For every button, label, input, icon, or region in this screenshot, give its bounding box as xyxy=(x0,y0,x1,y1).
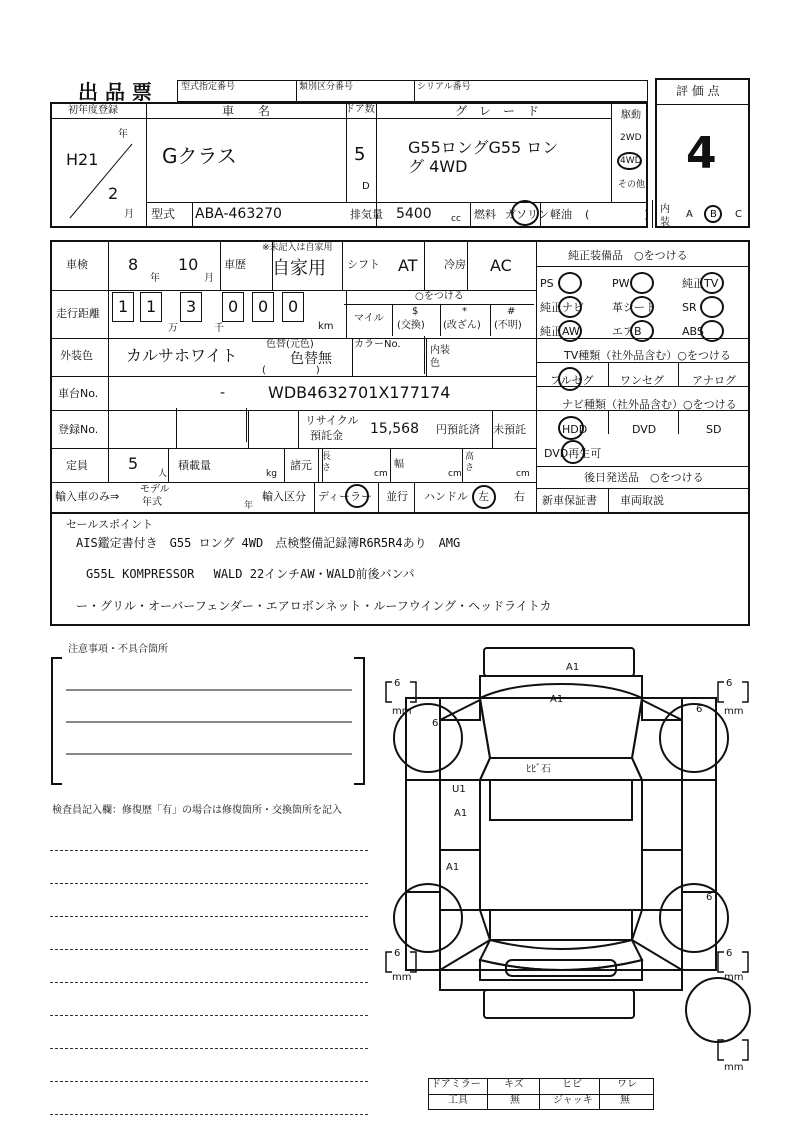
shaken-month: 10 xyxy=(178,255,199,274)
length-cm: cm xyxy=(374,469,388,479)
chassis-label: 車台No. xyxy=(58,387,99,400)
odometer-digit: 0 xyxy=(228,297,239,316)
navi-hdd: HDD xyxy=(562,423,588,436)
handle-left-circle xyxy=(472,485,496,509)
history-note: ※未記入は自家用 xyxy=(262,243,333,253)
id-number-row xyxy=(177,80,648,102)
spare-mm: mm xyxy=(724,1062,744,1073)
interior-color-label: 内装色 xyxy=(430,345,450,369)
inspector-line xyxy=(50,1114,368,1115)
capacity-value: 5 xyxy=(128,454,139,473)
mileage-man: 万 xyxy=(168,323,178,334)
fuel-diesel: 軽油 xyxy=(550,208,572,221)
ac-label: 冷房 xyxy=(444,258,466,271)
mileage-opt3-sym: # xyxy=(507,306,516,317)
equipment-item-circle xyxy=(700,320,724,342)
mileage-km: km xyxy=(318,321,334,332)
legend-break: ワレ xyxy=(617,1079,637,1090)
recycle-label1: リサイクル xyxy=(305,414,359,427)
odometer-digit-box xyxy=(112,292,134,322)
legend-tools-value: 無 xyxy=(510,1095,520,1106)
shaken-year-unit: 年 xyxy=(150,273,160,284)
score-value: 4 xyxy=(686,128,717,179)
mileage-opt3: (不明) xyxy=(494,320,522,331)
month-unit: 月 xyxy=(124,209,134,220)
ac-value: AC xyxy=(490,256,512,275)
drive-other: その他 xyxy=(618,180,646,190)
mileage-opt2-sym: * xyxy=(462,306,467,317)
car-diagram xyxy=(380,640,760,1075)
mileage-sen: 千 xyxy=(214,323,224,334)
inspector-line xyxy=(50,883,368,884)
interior-b-circle xyxy=(704,205,722,223)
shaken-year: 8 xyxy=(128,255,139,274)
grade-line1: G55ロングG55 ロン xyxy=(408,138,559,157)
equipment-header: 純正装備品 ○をつける xyxy=(568,249,688,262)
original-color: 色替無 xyxy=(290,351,332,367)
mileage-opt2: (改ざん) xyxy=(443,320,481,331)
height-cm: cm xyxy=(516,469,530,479)
legend-jack-value: 無 xyxy=(620,1095,630,1106)
chassis-number: WDB4632701X177174 xyxy=(268,383,451,402)
car-name-label: 車 名 xyxy=(222,104,271,118)
odometer-digit: 3 xyxy=(186,297,197,316)
height-label: 高さ xyxy=(465,452,475,473)
drive-label: 駆動 xyxy=(621,110,641,121)
sales-line-1: AIS鑑定書付き G55 ロング 4WD 点検整備記録簿R6R5R4あり AMG xyxy=(76,536,461,550)
equipment-item: 純正ナビ xyxy=(540,301,584,314)
navi-dvd: DVD xyxy=(632,423,657,436)
tire-rr-depth: 6 xyxy=(726,948,733,959)
tire-rr-mm: mm xyxy=(724,972,744,983)
original-color-paren: ( ) xyxy=(262,365,320,376)
odometer-digit: 0 xyxy=(258,297,269,316)
doors-label: ドア数 xyxy=(345,104,375,115)
mileage-mile: マイル xyxy=(354,313,384,324)
equipment-item: 純正AW xyxy=(540,325,580,338)
load-label: 積載量 xyxy=(178,459,211,472)
dvd-playback-circle xyxy=(561,440,585,464)
type-designation-label: 型式指定番号 xyxy=(181,82,236,92)
import-dealer-circle xyxy=(345,484,369,508)
equipment-item-circle xyxy=(630,296,654,318)
drive-4wd: 4WD xyxy=(620,156,642,166)
tv-fullseg: フルセグ xyxy=(550,374,594,387)
import-dealer: ディーラー xyxy=(318,490,373,503)
mileage-mark-header: ○をつける xyxy=(415,291,464,302)
inspector-line xyxy=(50,916,368,917)
tire-rl-depth: 6 xyxy=(394,948,401,959)
first-reg-era: H21 xyxy=(66,150,99,169)
model-year-label2: 年式 xyxy=(142,497,162,508)
first-reg-month: 2 xyxy=(108,184,119,203)
tire-fl-depth: 6 xyxy=(394,678,401,689)
navi-hdd-circle xyxy=(558,416,584,440)
tv-analog: アナログ xyxy=(692,374,736,387)
mark-rear-door: A1 xyxy=(446,862,460,873)
inspector-line xyxy=(50,1048,368,1049)
mark-door-lower: A1 xyxy=(454,808,468,819)
sales-line-2: G55L KOMPRESSOR WALD 22インチAW・WALD前後バンパ xyxy=(86,567,415,581)
tire-fr-mm: mm xyxy=(724,706,744,717)
legend-tools: 工具 xyxy=(448,1095,468,1106)
width-label: 幅 xyxy=(394,459,404,470)
displacement-value: 5400 xyxy=(396,206,432,222)
exterior-color: カルサホワイト xyxy=(126,346,238,365)
doors-value: 5 xyxy=(354,144,366,165)
mark-front-bumper: A1 xyxy=(566,662,580,673)
handle-left: 左 xyxy=(478,490,489,503)
odometer-digit: 1 xyxy=(146,297,157,316)
inspector-line xyxy=(50,850,368,851)
equipment-item-circle xyxy=(558,320,582,342)
navi-sd: SD xyxy=(706,423,722,436)
fuel-label: 燃料 xyxy=(474,208,496,221)
sales-points-label: セールスポイント xyxy=(66,518,154,531)
score-label: 評 価 点 xyxy=(676,84,720,98)
exterior-color-label: 外装色 xyxy=(60,349,93,362)
inspector-line xyxy=(50,949,368,950)
legend-jack: ジャッキ xyxy=(553,1095,593,1106)
registration-label: 登録No. xyxy=(58,423,99,436)
docs-header: 後日発送品 ○をつける xyxy=(584,471,704,484)
shift-value: AT xyxy=(398,256,418,275)
interior-a: A xyxy=(686,209,693,220)
doc-warranty: 新車保証書 xyxy=(542,494,597,507)
drive-4wd-circle xyxy=(617,152,642,170)
mark-front-door: U1 xyxy=(452,784,466,795)
mileage-opt1: (交換) xyxy=(397,320,425,331)
year-unit: 年 xyxy=(118,129,128,140)
wheel-rr-value: 6 xyxy=(706,892,713,903)
capacity-label: 定員 xyxy=(66,459,88,472)
load-kg: kg xyxy=(266,469,277,479)
equipment-item: PS xyxy=(540,277,554,290)
width-cm: cm xyxy=(448,469,462,479)
import-class-label: 輸入区分 xyxy=(262,490,306,503)
equipment-item: SR xyxy=(682,301,697,314)
interior-label: 内装 xyxy=(660,204,670,228)
equipment-item: エアB xyxy=(612,325,642,338)
recycle-deposited: 円預託済 xyxy=(436,423,480,436)
model-year-unit: 年 xyxy=(244,501,254,511)
recycle-label2: 預託金 xyxy=(310,429,343,442)
equipment-item-circle xyxy=(630,320,654,342)
notes-label: 注意事項・不具合箇所 xyxy=(68,644,168,655)
length-label: 長さ xyxy=(322,452,332,473)
odometer-digit-box xyxy=(140,292,162,322)
odometer-digit-box xyxy=(252,292,274,322)
notes-bracket xyxy=(48,652,368,790)
shift-label: シフト xyxy=(347,258,380,271)
handle-label: ハンドル xyxy=(424,490,468,503)
car-name: Gクラス xyxy=(162,144,237,168)
displacement-label: 排気量 xyxy=(350,208,383,221)
tire-fr-depth: 6 xyxy=(726,678,733,689)
inspector-line xyxy=(50,982,368,983)
fuel-gasoline-circle xyxy=(511,200,539,226)
equipment-item-circle xyxy=(700,296,724,318)
serial-number-label: シリアル番号 xyxy=(417,82,471,92)
equipment-item-circle xyxy=(700,272,724,294)
interior-b: B xyxy=(710,209,717,220)
odometer-digit: 0 xyxy=(288,297,299,316)
fuel-other: ( ) xyxy=(585,208,649,221)
tire-rl-mm: mm xyxy=(392,972,412,983)
odometer-digit-box xyxy=(180,292,202,322)
mileage-label: 走行距離 xyxy=(56,307,100,320)
wheel-fr-value: 6 xyxy=(696,704,703,715)
grade-line2: グ 4WD xyxy=(408,157,468,176)
equipment-item: PW xyxy=(612,277,630,290)
tv-header: TV種類（社外品含む）○をつける xyxy=(564,349,731,362)
odometer-digit: 1 xyxy=(118,297,129,316)
equipment-item: 革シート xyxy=(612,301,656,314)
model-value: ABA-463270 xyxy=(195,206,282,222)
import-parallel: 並行 xyxy=(386,490,408,503)
equipment-item: ABS xyxy=(682,325,704,338)
navi-header: ナビ種類（社外品含む）○をつける xyxy=(562,398,737,411)
capacity-unit: 人 xyxy=(158,469,168,479)
inspector-line xyxy=(50,1081,368,1082)
history-value: 自家用 xyxy=(272,258,326,279)
dims-label: 諸元 xyxy=(290,459,312,472)
grade-label: グ レ ー ド xyxy=(455,104,540,118)
doc-manual: 車両取説 xyxy=(620,494,664,507)
odometer-digit-box xyxy=(282,292,304,322)
original-color-label: 色替(元色) xyxy=(266,339,314,350)
wheel-fl-value: 6 xyxy=(432,718,439,729)
tv-fullseg-circle xyxy=(558,367,582,391)
equipment-item-circle xyxy=(630,272,654,294)
recycle-not-deposited: 未預託 xyxy=(493,423,526,436)
history-label: 車歴 xyxy=(224,258,246,271)
legend-mirror: ドアミラー xyxy=(431,1079,481,1090)
recycle-amount: 15,568 xyxy=(370,421,419,437)
dvd-playback: DVD再生可 xyxy=(544,447,602,460)
model-label: 型式 xyxy=(151,207,176,221)
sheet-title: 出 品 票 xyxy=(78,80,152,104)
fuel-gasoline: ガソリン xyxy=(505,208,549,221)
model-year-label1: モデル xyxy=(140,484,170,495)
tire-fl-mm: mm xyxy=(392,706,412,717)
inspector-line xyxy=(50,1015,368,1016)
legend-scratch: キズ xyxy=(504,1079,524,1090)
equipment-item-circle xyxy=(558,272,582,294)
mark-windshield: ﾋﾋﾞ石 xyxy=(526,764,551,775)
equipment-item-circle xyxy=(558,296,582,318)
inspector-label: 検査員記入欄：修復歴「有」の場合は修復箇所・交換箇所を記入 xyxy=(52,805,342,816)
mark-bonnet: A1 xyxy=(550,694,564,705)
color-number-label: カラーNo. xyxy=(354,339,401,350)
category-number-label: 類別区分番号 xyxy=(299,82,354,92)
cc-unit: cc xyxy=(451,214,461,224)
import-only-label: 輸入車のみ⇒ xyxy=(55,490,120,503)
interior-c: C xyxy=(735,209,742,220)
tv-oneseg: ワンセグ xyxy=(620,374,664,387)
legend-crack: ヒビ xyxy=(562,1079,582,1090)
drive-2wd: 2WD xyxy=(620,133,642,143)
shaken-label: 車検 xyxy=(66,258,88,271)
chassis-dash: - xyxy=(220,385,226,401)
doors-sub: D xyxy=(362,181,370,192)
sales-line-3: ー・グリル・オーバーフェンダー・エアロボンネット・ルーフウイング・ヘッドライトカ xyxy=(76,599,552,613)
handle-right: 右 xyxy=(514,490,525,503)
shaken-month-unit: 月 xyxy=(204,273,214,284)
equipment-item: 純正TV xyxy=(682,277,719,290)
first-reg-label: 初年度登録 xyxy=(68,105,118,116)
odometer-digit-box xyxy=(222,292,244,322)
mileage-opt1-sym: $ xyxy=(412,306,419,317)
